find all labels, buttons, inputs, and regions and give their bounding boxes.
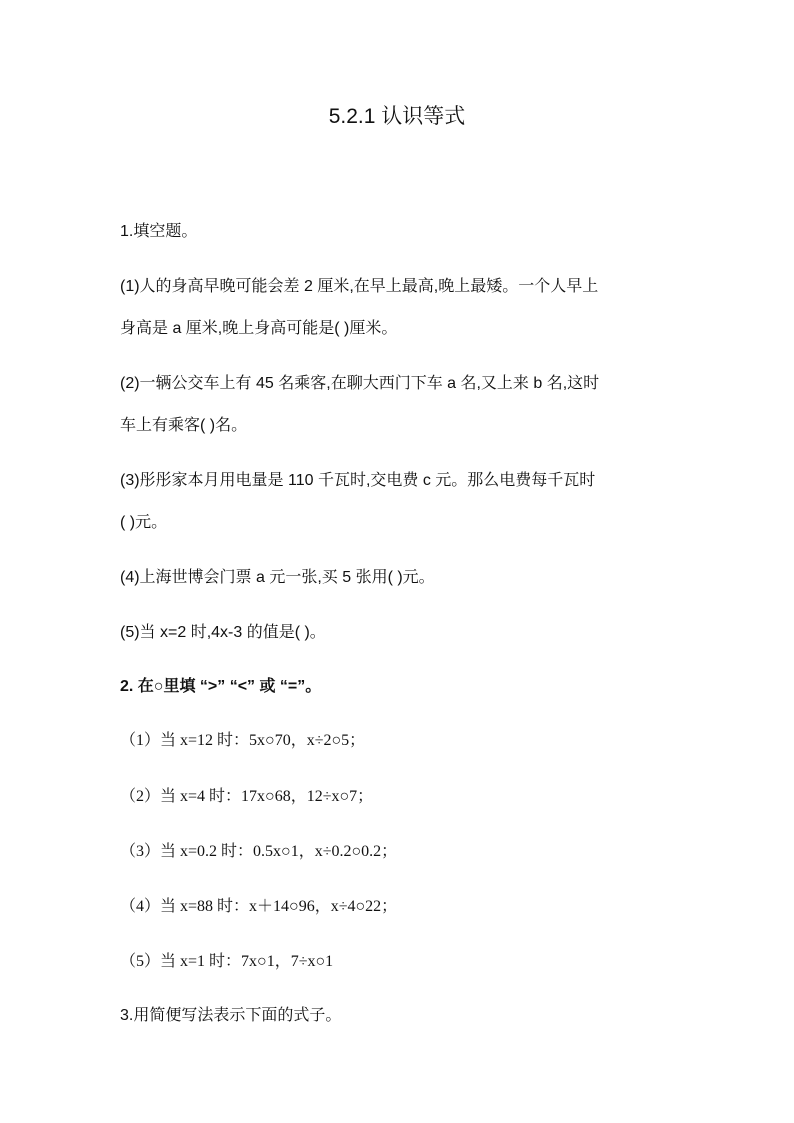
q1-item-3-line-2: ( )元。 xyxy=(120,514,168,531)
q1-item-3-line-1: (3)彤彤家本月用电量是 110 千瓦时,交电费 c 元。那么电费每千瓦时 xyxy=(120,472,596,489)
question-2-heading: 2. 在○里填 “>” “<” 或 “=”。 xyxy=(120,678,322,695)
q1-item-4: (4)上海世博会门票 a 元一张,买 5 张用( )元。 xyxy=(120,569,435,586)
q2-item-1: （1）当 x=12 时：5x○70，x÷2○5； xyxy=(120,732,366,749)
q1-item-1-line-1: (1)人的身高早晚可能会差 2 厘米,在早上最高,晚上最矮。一个人早上 xyxy=(120,278,599,295)
q1-item-2-line-2: 车上有乘客( )名。 xyxy=(120,417,248,434)
question-1-heading: 1.填空题。 xyxy=(120,223,198,240)
q1-item-5: (5)当 x=2 时,4x-3 的值是( )。 xyxy=(120,624,326,641)
q2-item-3: （3）当 x=0.2 时：0.5x○1，x÷0.2○0.2； xyxy=(120,843,398,860)
q2-item-2: （2）当 x=4 时：17x○68，12÷x○7； xyxy=(120,788,374,805)
q2-item-5: （5）当 x=1 时：7x○1，7÷x○1 xyxy=(120,953,334,970)
page-title: 5.2.1 认识等式 xyxy=(328,105,466,128)
q1-item-1-line-2: 身高是 a 厘米,晚上身高可能是( )厘米。 xyxy=(120,320,398,337)
question-3-heading: 3.用简便写法表示下面的式子。 xyxy=(120,1007,342,1024)
q1-item-2-line-1: (2)一辆公交车上有 45 名乘客,在聊大西门下车 a 名,又上来 b 名,这时 xyxy=(120,375,600,392)
q2-item-4: （4）当 x=88 时：x＋14○96，x÷4○22； xyxy=(120,898,398,915)
